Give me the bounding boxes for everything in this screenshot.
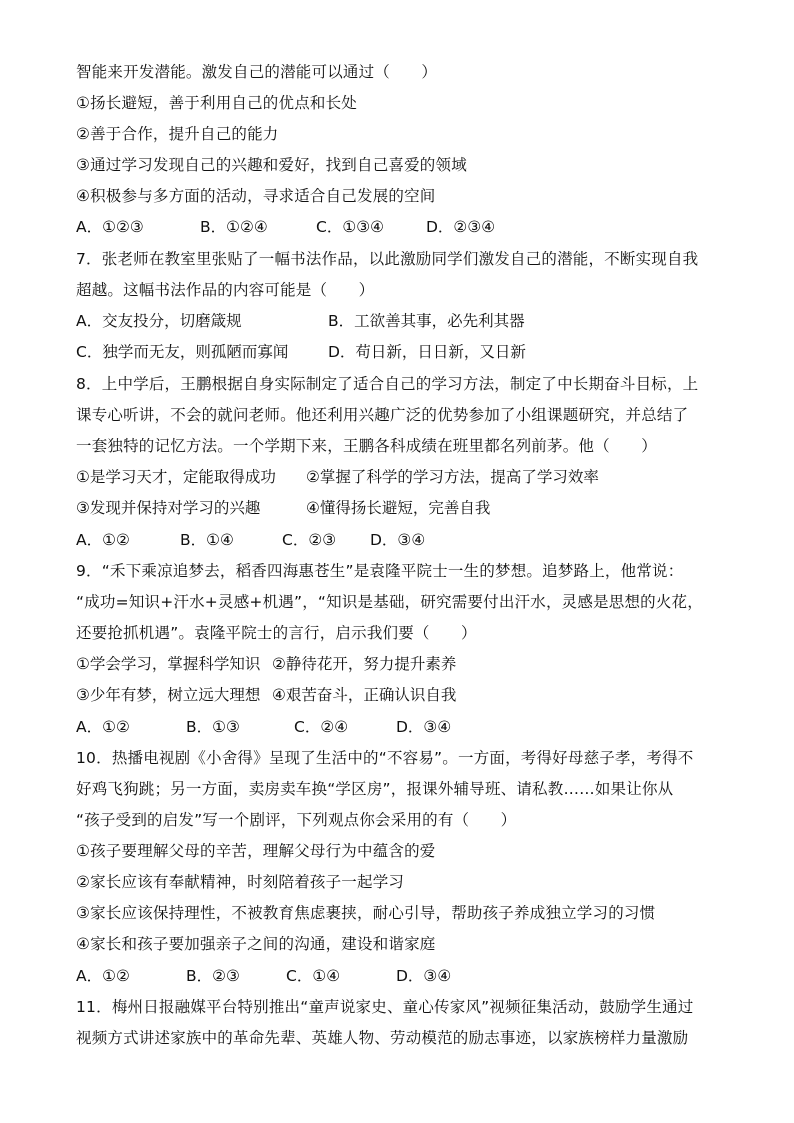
q8-stem-line-2: 课专心听讲，不会的就问老师。他还利用兴趣广泛的优势参加了小组课题研究，并总结了 [76,406,689,424]
q10-item-3: ③家长应该保持理性，不被教育焦虑裹挟，耐心引导，帮助孩子养成独立学习的习惯 [76,904,656,922]
q6-option-c[interactable]: C．①③④ [316,218,385,236]
q6-item-2: ②善于合作，提升自己的能力 [76,125,279,143]
q9-option-c[interactable]: C．②④ [294,718,349,736]
q8-item-2: ②掌握了科学的学习方法，提高了学习效率 [306,468,599,486]
q6-item-4: ④积极参与多方面的活动，寻求适合自己发展的空间 [76,187,436,205]
q10-option-c[interactable]: C．①④ [286,967,341,985]
q9-option-b[interactable]: B．①③ [186,718,240,736]
q9-item-2: ②静待花开，努力提升素养 [272,655,457,673]
q9-option-a[interactable]: A．①② [76,718,130,736]
q8-option-b[interactable]: B．①④ [180,531,234,549]
q9-item-3: ③少年有梦，树立远大理想 [76,686,261,704]
q7-option-c[interactable]: C．独学而无友，则孤陋而寡闻 [76,343,289,361]
q8-stem-line-3: 一套独特的记忆方法。一个学期下来，王鹏各科成绩在班里都名列前茅。他（ ） [76,437,657,455]
q10-option-a[interactable]: A．①② [76,967,130,985]
q10-stem-line-1: 10．热播电视剧《小舍得》呈现了生活中的“不容易”。一方面，考得好母慈子孝，考得不 [76,749,694,767]
q8-item-3: ③发现并保持对学习的兴趣 [76,499,261,517]
q10-item-1: ①孩子要理解父母的辛苦，理解父母行为中蕴含的爱 [76,842,436,860]
q10-stem-line-3: “孩子受到的启发”写一个剧评，下列观点你会采用的有（ ） [76,811,517,829]
q8-option-a[interactable]: A．①② [76,531,130,549]
q10-stem-line-2: 好鸡飞狗跳；另一方面，卖房卖车换“学区房”，报课外辅导班、请私教……如果让你从 [76,780,674,798]
q7-option-a[interactable]: A．交友投分，切磨箴规 [76,312,242,330]
q9-item-1: ①学会学习，掌握科学知识 [76,655,261,673]
q7-stem-line-1: 7．张老师在教室里张贴了一幅书法作品，以此激励同学们激发自己的潜能，不断实现自我 [76,250,699,268]
q7-option-d[interactable]: D．苟日新，日日新，又日新 [328,343,526,361]
q9-item-4: ④艰苦奋斗，正确认识自我 [272,686,457,704]
q7-option-b[interactable]: B．工欲善其事，必先利其器 [328,312,525,330]
q6-stem-tail: 智能来开发潜能。激发自己的潜能可以通过（ ） [76,63,438,81]
q10-option-b[interactable]: B．②③ [186,967,240,985]
q9-stem-line-3: 还要抢抓机遇”。袁隆平院士的言行，启示我们要（ ） [76,624,477,642]
q9-stem-line-1: 9．“禾下乘凉追梦去，稻香四海惠苍生”是袁隆平院士一生的梦想。追梦路上，他常说： [76,562,684,580]
q8-option-d[interactable]: D．③④ [370,531,426,549]
q6-option-b[interactable]: B．①②④ [200,218,268,236]
q10-item-4: ④家长和孩子要加强亲子之间的沟通，建设和谐家庭 [76,935,436,953]
q8-stem-line-1: 8．上中学后，王鹏根据自身实际制定了适合自己的学习方法，制定了中长期奋斗目标，上 [76,375,699,393]
q10-option-d[interactable]: D．③④ [396,967,452,985]
q9-option-d[interactable]: D．③④ [396,718,452,736]
q8-item-1: ①是学习天才，定能取得成功 [76,468,276,486]
q6-option-d[interactable]: D．②③④ [426,218,496,236]
q10-item-2: ②家长应该有奉献精神，时刻陪着孩子一起学习 [76,873,405,891]
q7-stem-line-2: 超越。这幅书法作品的内容可能是（ ） [76,281,375,299]
q6-option-a[interactable]: A．①②③ [76,218,144,236]
q6-item-3: ③通过学习发现自己的兴趣和爱好，找到自己喜爱的领域 [76,156,467,174]
q8-item-4: ④懂得扬长避短，完善自我 [306,499,491,517]
q6-item-1: ①扬长避短，善于利用自己的优点和长处 [76,94,357,112]
q9-stem-line-2: “成功=知识+汗水+灵感+机遇”，“知识是基础，研究需要付出汗水，灵感是思想的火花， [76,593,703,611]
q11-stem-line-2: 视频方式讲述家族中的革命先辈、英雄人物、劳动模范的励志事迹，以家族榜样力量激励 [76,1029,689,1047]
q8-option-c[interactable]: C．②③ [282,531,337,549]
q11-stem-line-1: 11．梅州日报融媒平台特别推出“童声说家史、童心传家风”视频征集活动，鼓励学生通过 [76,998,694,1016]
